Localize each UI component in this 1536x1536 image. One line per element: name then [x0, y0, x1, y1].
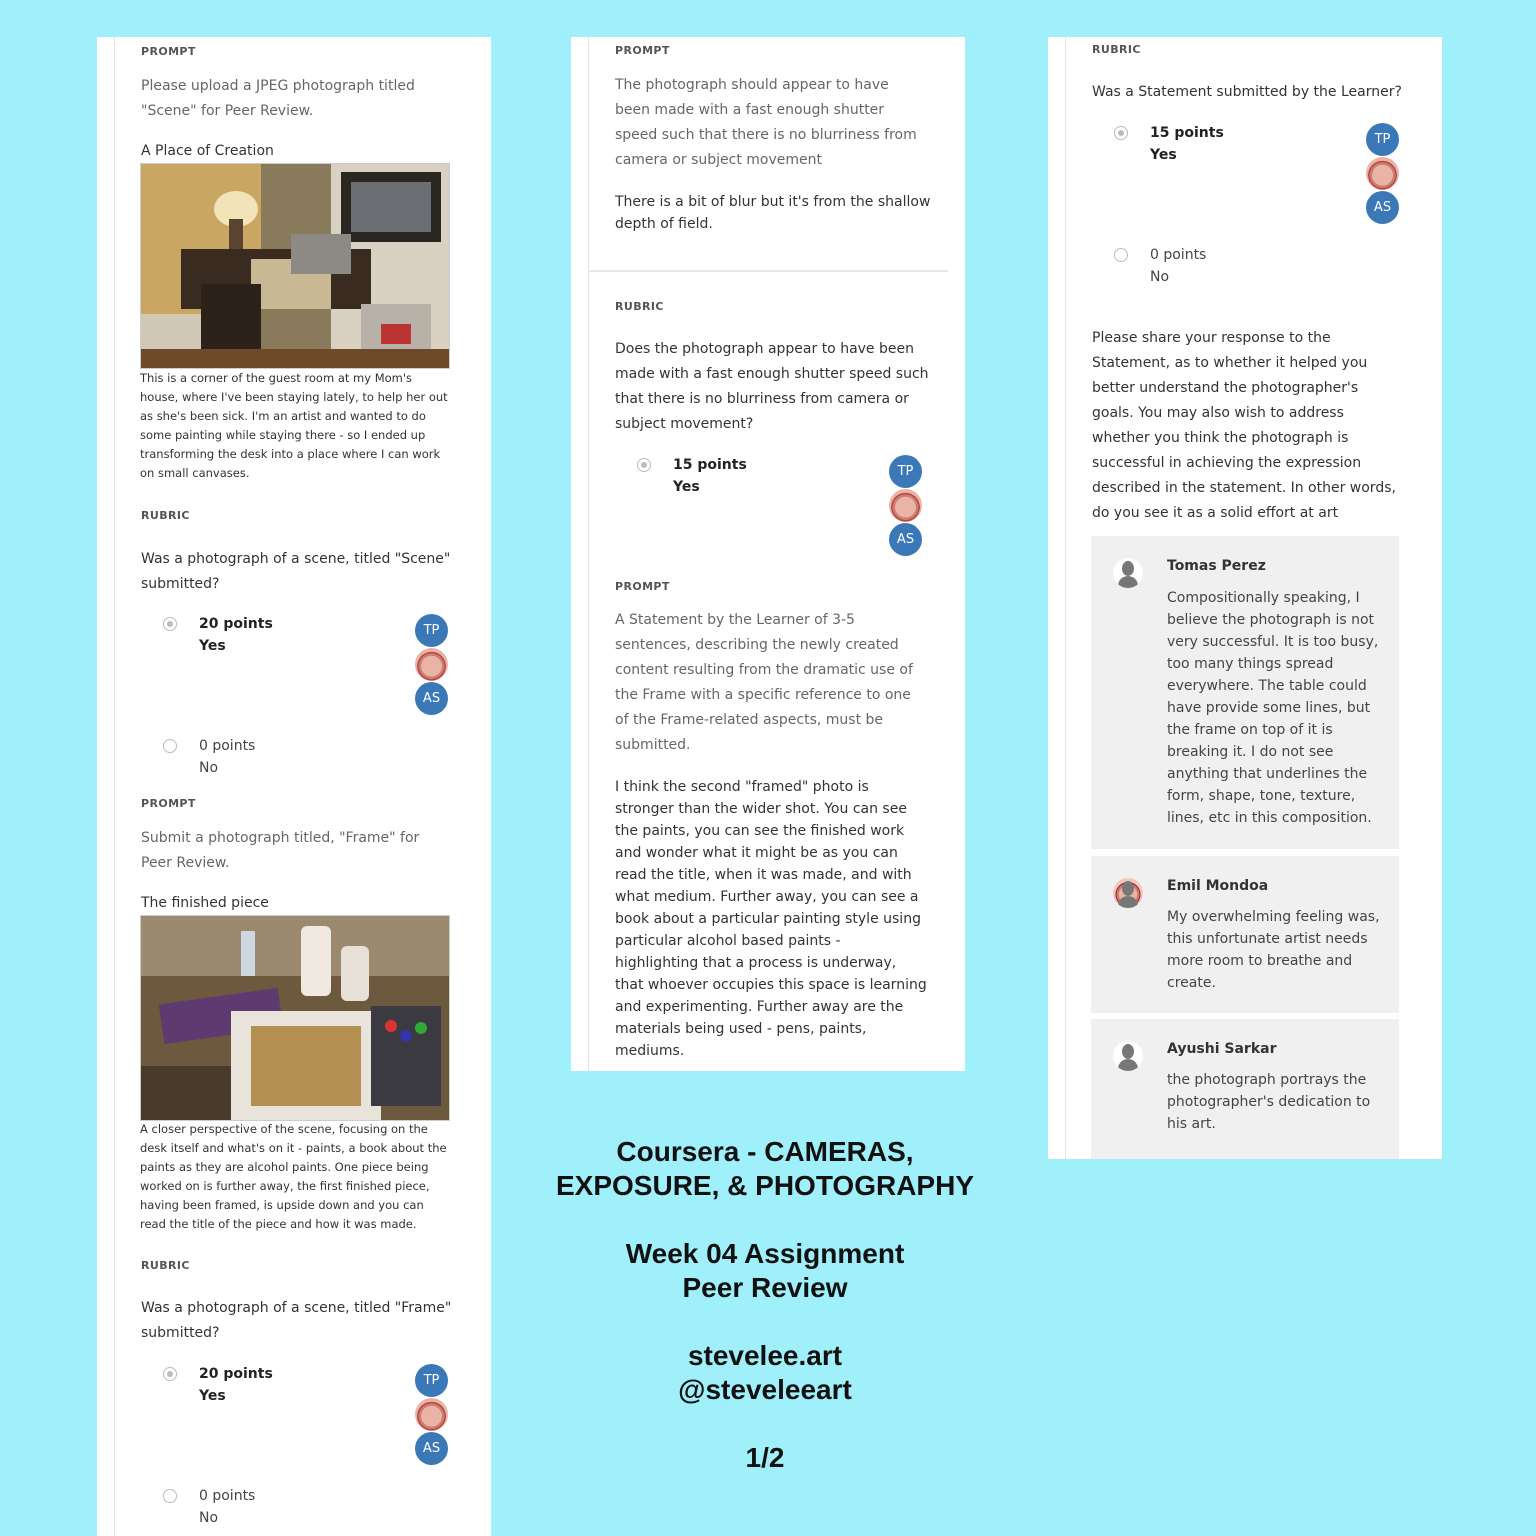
- option-no: [199, 1485, 255, 1529]
- rubric-question: Does the photograph appear to have been made with a fast enough shutter speed such that there is no blurriness from camera or subject movement?: [615, 341, 929, 432]
- rubric-label: RUBRIC: [141, 1259, 190, 1272]
- option-no: [1150, 244, 1206, 288]
- scene-photo[interactable]: [140, 163, 450, 369]
- radio-20-points-yes[interactable]: [163, 617, 177, 631]
- option-points: 20 points: [199, 1366, 273, 1382]
- radio-15-points-yes[interactable]: [637, 458, 651, 472]
- rubric-label: RUBRIC: [1092, 43, 1141, 56]
- prompt-label: PROMPT: [141, 45, 196, 58]
- option-label: Yes: [673, 479, 700, 495]
- avatar-tp[interactable]: TP: [889, 455, 922, 488]
- comment-tomas-perez: [1091, 536, 1399, 849]
- radio-15-points-yes[interactable]: [1114, 126, 1128, 140]
- avatar-photo[interactable]: [415, 1398, 448, 1431]
- avatar-photo[interactable]: [1366, 157, 1399, 190]
- option-label: No: [199, 760, 219, 776]
- frame-photo-illustration: [141, 916, 449, 1120]
- frame-photo[interactable]: [140, 915, 450, 1121]
- avatar-photo[interactable]: [415, 648, 448, 681]
- comment-text: My overwhelming feeling was, this unfortunate artist needs more room to breathe and create.: [1167, 909, 1380, 991]
- option-no: [199, 735, 255, 779]
- response-text: There is a bit of blur but it's from the shallow depth of field.: [615, 194, 931, 232]
- radio-0-points-no[interactable]: [163, 1489, 177, 1503]
- rubric-label: RUBRIC: [141, 509, 190, 522]
- prompt-text: Submit a photograph titled, "Frame" for Peer Review.: [141, 830, 420, 871]
- statement-text: I think the second "framed" photo is stronger than the wider shot. You can see the paints, you can see the finished work and wonder what it might be as you can read the title, when it was made, and with what medium. Further away, you can see a book about a particular painting style using particular alcohol based paints - highlighting that a process is underway, that whoever occupies this space is learning and experimenting. Further away are the materials being used - pens, paints, mediums.: [615, 779, 927, 1059]
- panel-shutter-statement: [571, 37, 965, 1071]
- prompt-text: Please upload a JPEG photograph titled "Scene" for Peer Review.: [141, 78, 415, 119]
- avatar-tp[interactable]: TP: [415, 614, 448, 647]
- option-points: 0 points: [199, 1488, 256, 1504]
- avatar-as[interactable]: AS: [1366, 191, 1399, 224]
- course-title-line1: Coursera - CAMERAS,: [616, 1136, 914, 1167]
- rubric-question: Was a Statement submitted by the Learner?: [1092, 84, 1402, 100]
- option-points: 15 points: [1150, 125, 1224, 141]
- option-label: Yes: [199, 638, 226, 654]
- comment-author: Emil Mondoa: [1167, 878, 1269, 894]
- comment-ayushi-sarkar: [1091, 1019, 1399, 1159]
- assignment-subtitle: Peer Review: [682, 1272, 848, 1303]
- avatar-tp[interactable]: TP: [415, 1364, 448, 1397]
- option-points: 0 points: [199, 738, 256, 754]
- avatar-as[interactable]: AS: [415, 682, 448, 715]
- option-label: No: [1150, 269, 1170, 285]
- radio-20-points-yes[interactable]: [163, 1367, 177, 1381]
- user-icon: [1113, 558, 1143, 588]
- image-title: The finished piece: [141, 895, 269, 911]
- comment-author: Tomas Perez: [1167, 558, 1266, 574]
- option-label: No: [199, 1510, 219, 1526]
- option-yes: [199, 613, 273, 657]
- option-points: 20 points: [199, 616, 273, 632]
- avatar-tp[interactable]: TP: [1366, 123, 1399, 156]
- share-prompt-text: Please share your response to the Statement, as to whether it helped you better understand the photographer's goals. You may also wish to address whether you think the photograph is successful in achieving the expression described in the statement. In other words, do you see it as a solid effort at art: [1092, 330, 1396, 521]
- option-points: 0 points: [1150, 247, 1207, 263]
- prompt-label: PROMPT: [615, 580, 670, 593]
- option-label: Yes: [199, 1388, 226, 1404]
- radio-0-points-no[interactable]: [163, 739, 177, 753]
- option-yes: [199, 1363, 273, 1407]
- user-avatar: [1113, 878, 1143, 908]
- scene-photo-illustration: [141, 164, 449, 368]
- comment-author: Ayushi Sarkar: [1167, 1041, 1277, 1057]
- prompt-text: A Statement by the Learner of 3-5 sentences, describing the newly created content resulting from the dramatic use of the Frame with a specific reference to one of the Frame-related aspects, must be submitted.: [615, 612, 913, 753]
- image-caption: A closer perspective of the scene, focusing on the desk itself and what's on it - paints, a book about the paints as they are alcohol paints. One piece being worked on is further away, the first finished piece, having been framed, is upside down and you can read the title of the piece and how it was made.: [140, 1122, 447, 1231]
- left-border: [1065, 37, 1066, 1159]
- prompt-text: The photograph should appear to have been made with a fast enough shutter speed such that there is no blurriness from camera or subject movement: [615, 77, 917, 168]
- rubric-label: RUBRIC: [615, 300, 664, 313]
- panel-scene-frame: [97, 37, 491, 1536]
- comment-text: the photograph portrays the photographer's dedication to his art.: [1167, 1072, 1371, 1132]
- handle: @steveleeart: [678, 1374, 852, 1405]
- avatar-photo[interactable]: [889, 489, 922, 522]
- comment-text: Compositionally speaking, I believe the photograph is not very successful. It is too busy, too many things spread everywhere. The table could have provide some lines, but the frame on top of it is breaking it. I do not see anything that underlines the form, shape, tone, texture, lines, etc in this composition.: [1167, 590, 1379, 826]
- image-caption: This is a corner of the guest room at my Mom's house, where I've been staying lately, to help her out as she's been sick. I'm an artist and wanted to do some painting while staying there - so I ended up transforming the desk into a place where I can work on small canvases.: [140, 371, 448, 480]
- website: stevelee.art: [687, 1340, 843, 1371]
- radio-0-points-no[interactable]: [1114, 248, 1128, 262]
- course-title-line2: EXPOSURE, & PHOTOGRAPHY: [555, 1170, 974, 1201]
- title-block: [520, 1135, 1010, 1475]
- option-points: 15 points: [673, 457, 747, 473]
- prompt-label: PROMPT: [141, 797, 196, 810]
- avatar-as[interactable]: AS: [415, 1432, 448, 1465]
- page-indicator: 1/2: [745, 1442, 785, 1473]
- rubric-question: Was a photograph of a scene, titled "Frame" submitted?: [141, 1300, 452, 1341]
- left-border: [114, 37, 115, 1536]
- comment-emil-mondoa: [1091, 856, 1399, 1013]
- section-divider: [588, 270, 948, 272]
- assignment-title: Week 04 Assignment: [625, 1238, 905, 1269]
- left-border: [588, 37, 589, 1071]
- prompt-label: PROMPT: [615, 44, 670, 57]
- option-label: Yes: [1150, 147, 1177, 163]
- option-yes: [673, 454, 747, 498]
- rubric-question: Was a photograph of a scene, titled "Scene" submitted?: [141, 551, 451, 592]
- image-title: A Place of Creation: [141, 143, 274, 159]
- user-icon: [1113, 1041, 1143, 1071]
- option-yes: [1150, 122, 1224, 166]
- panel-statement-review: [1048, 37, 1442, 1159]
- avatar-as[interactable]: AS: [889, 523, 922, 556]
